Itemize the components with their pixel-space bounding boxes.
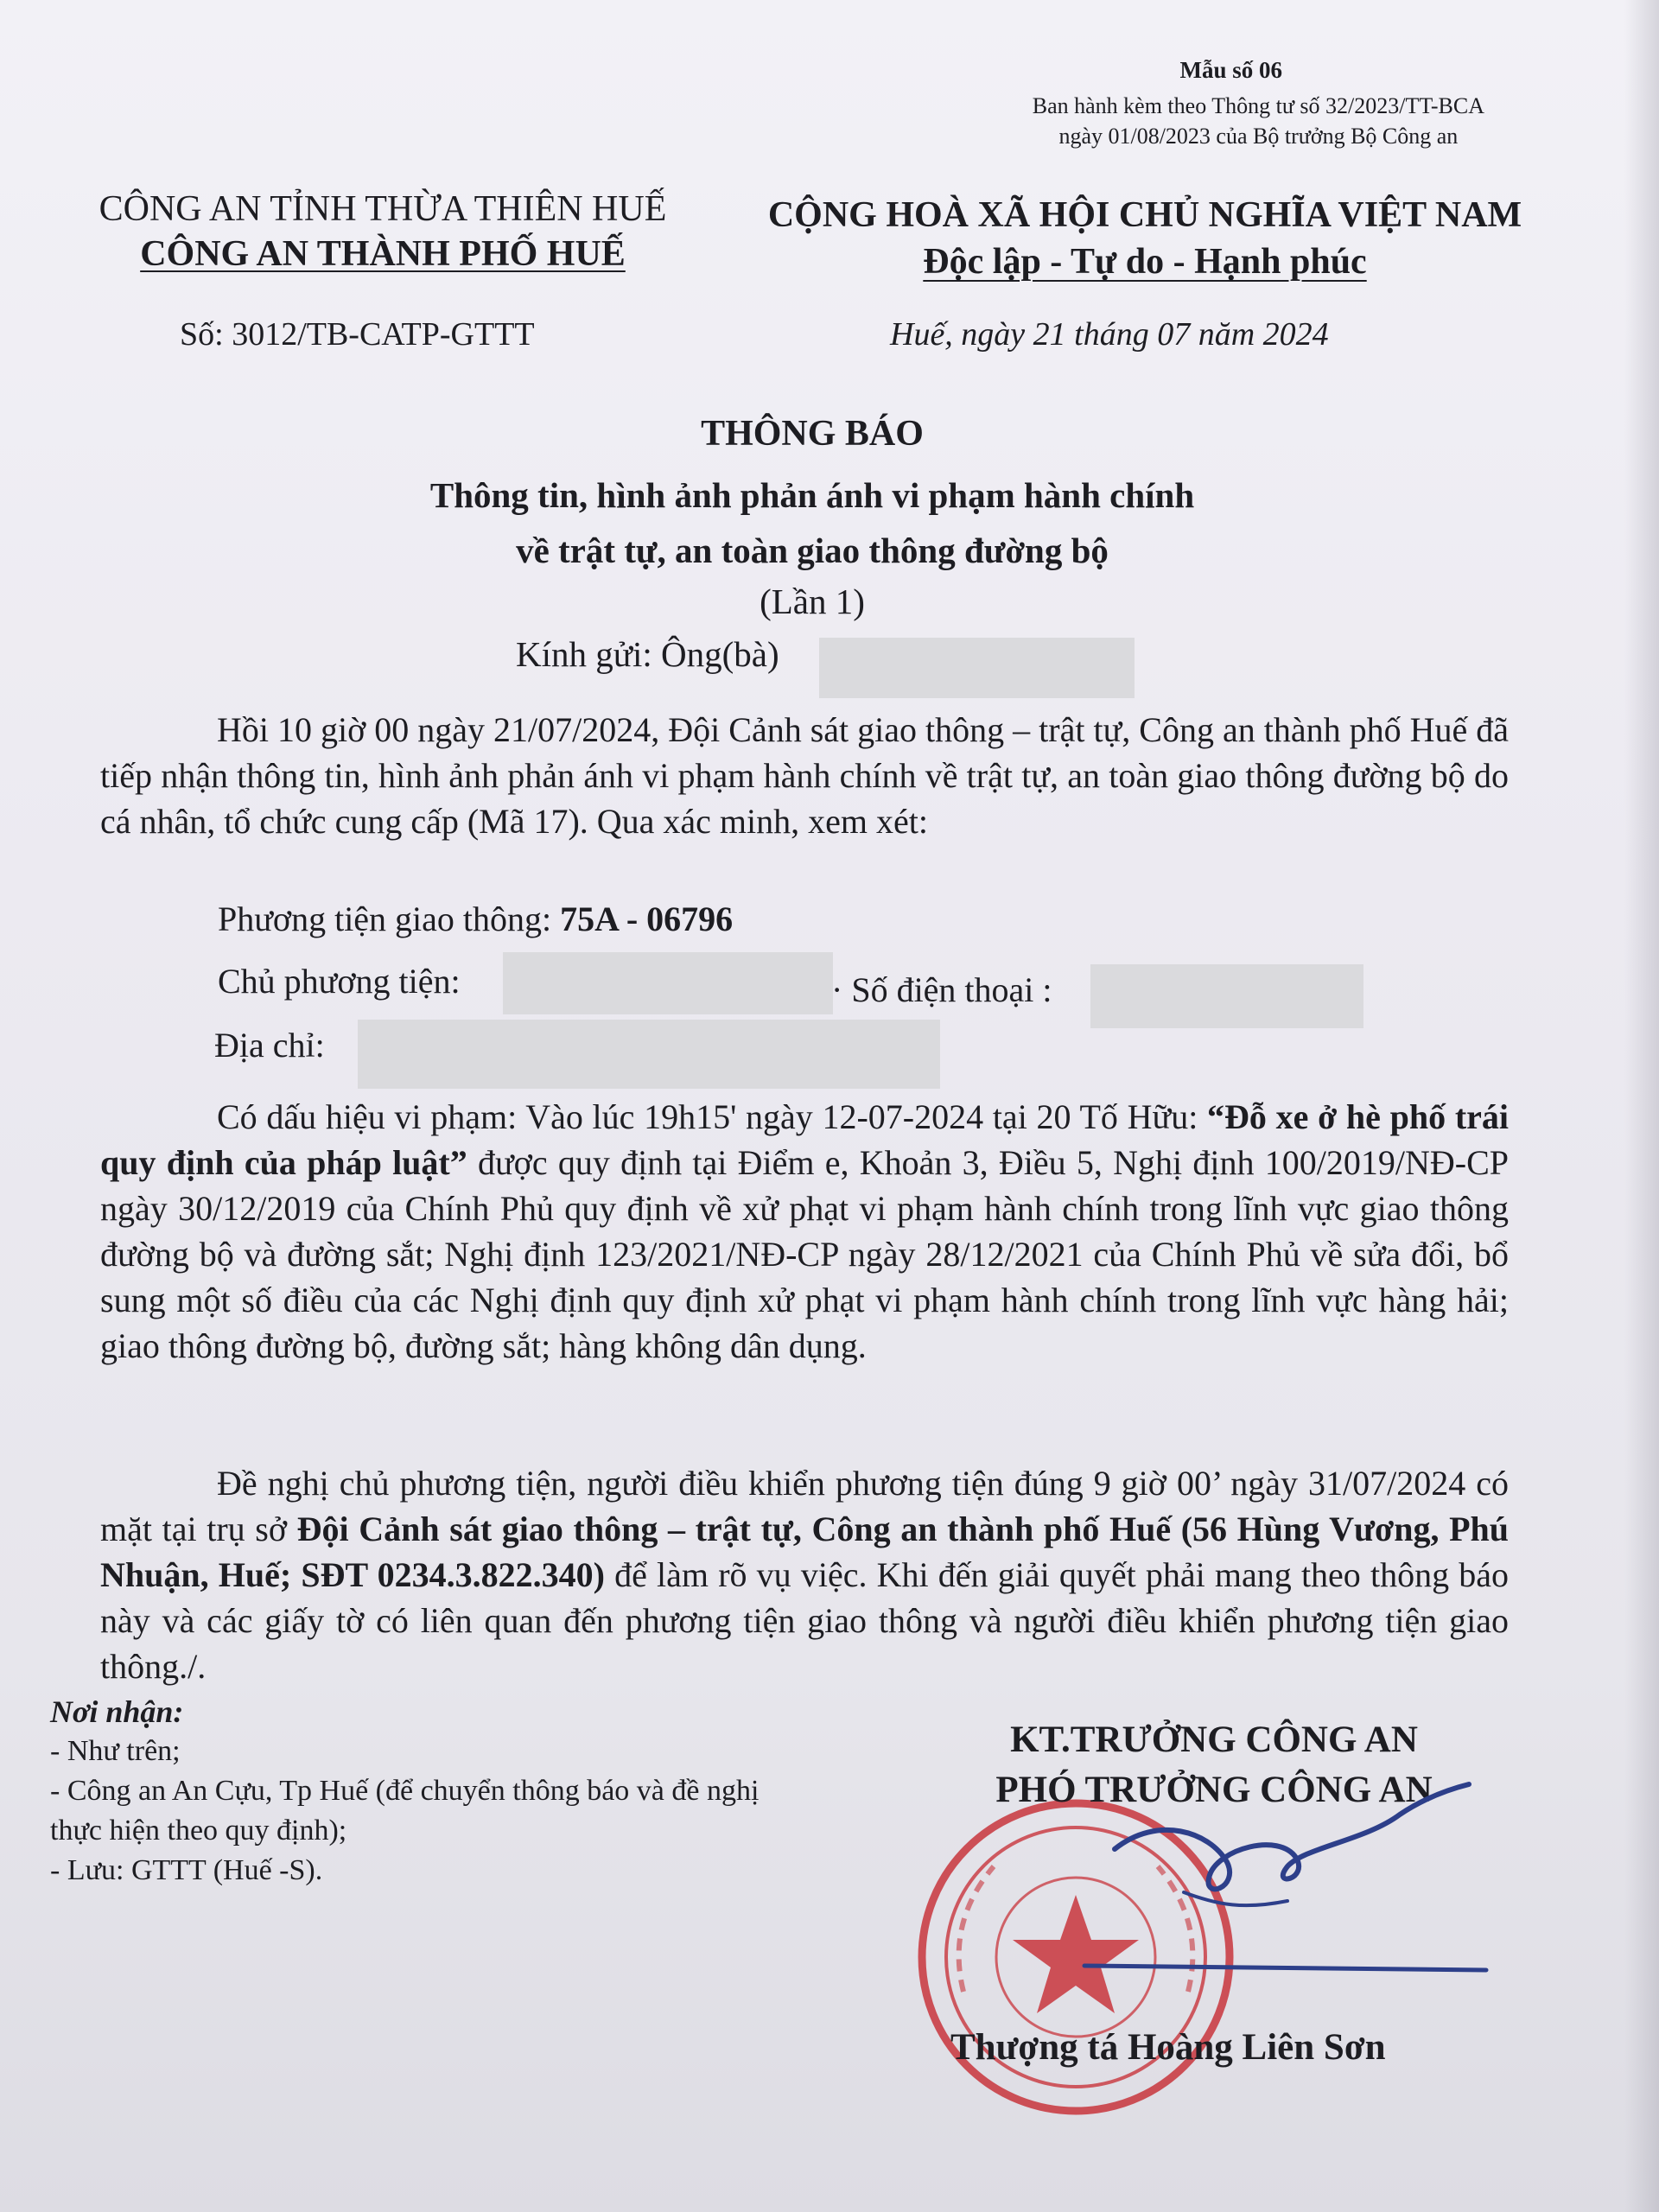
issuance-line-2: ngày 01/08/2023 của Bộ trưởng Bộ Công an: [1058, 124, 1459, 149]
org-parent: CÔNG AN TỈNH THỪA THIÊN HUẾ: [99, 189, 667, 229]
violation-intro: Có dấu hiệu vi phạm: Vào lúc 19h15' ngày 12-07-2024 tại 20 Tố Hữu:: [217, 1097, 1208, 1136]
form-number: Mẫu số 06: [1179, 57, 1282, 83]
vehicle-plate: 75A - 06796: [560, 899, 734, 938]
recipient-item: - Lưu: GTTT (Huế -S).: [50, 1854, 323, 1886]
document-subtitle: [0, 467, 1624, 578]
violation-legal-basis: được quy định tại Điểm e, Khoản 3, Điều 5, Nghị định 100/2019/NĐ-CP ngày 30/12/2019 của Chính Phủ quy định về xử phạt vi phạm hành chính trong lĩnh vực giao thông đường bộ và đường sắt; Nghị định 123/2021/NĐ-CP ngày 28/12/2021 của Chính Phủ về sửa đổi, bổ sung một số điều của các Nghị định quy định xử phạt vi phạm hành chính trong lĩnh vực hàng hải; giao thông đường bộ, đường sắt; hàng không dân dụng.: [100, 1143, 1509, 1365]
redacted-recipient-name: [819, 638, 1135, 698]
nation-name: CỘNG HOÀ XÃ HỘI CHỦ NGHĨA VIỆT NAM: [767, 195, 1522, 235]
phone-label: · Số điện thoại :: [831, 970, 1052, 1009]
request-intro: Đề nghị chủ phương tiện, người điều khiển phương tiện đúng 9 giờ 00’ ngày 31/07/2024 có mặt tại trụ sở: [100, 1464, 1509, 1548]
vehicle-field: [218, 899, 733, 939]
violation-description: “Đỗ xe ở hè phố trái quy định của pháp luật”: [100, 1097, 1510, 1182]
issuance-note: [1033, 91, 1484, 151]
salutation: Kính gửi: Ông(bà): [516, 634, 779, 674]
recipient-item: - Như trên;: [50, 1735, 181, 1767]
signatory-title-line-2: PHÓ TRƯỞNG CÔNG AN: [995, 1770, 1433, 1810]
document-number: Số: 3012/TB-CATP-GTTT: [180, 316, 535, 353]
request-instructions: để làm rõ vụ việc. Khi đến giải quyết phải mang theo thông báo này và các giấy tờ có liên quan đến phương tiện giao thông và người điều khiển phương tiện giao thông./.: [100, 1555, 1510, 1686]
intro-paragraph: [100, 707, 1509, 844]
vehicle-label: Phương tiện giao thông:: [218, 899, 561, 938]
issuing-organization: [85, 187, 681, 276]
signer-name: Thượng tá Hoàng Liên Sơn: [950, 2027, 1386, 2068]
issuance-line-1: Ban hành kèm theo Thông tư số 32/2023/TT-BCA: [1032, 93, 1484, 118]
request-paragraph: [100, 1460, 1509, 1689]
owner-label: Chủ phương tiện:: [218, 962, 461, 1001]
signatory-title-line-1: KT.TRƯỞNG CÔNG AN: [1010, 1719, 1418, 1760]
subtitle-line-1: Thông tin, hình ảnh phản ánh vi phạm hành chính: [429, 475, 1195, 515]
redacted-owner-name: [503, 952, 833, 1014]
org-unit: CÔNG AN THÀNH PHỐ HUẾ: [140, 234, 626, 274]
handwritten-signature: [1080, 1780, 1495, 2005]
document-date: Huế, ngày 21 tháng 07 năm 2024: [890, 316, 1329, 353]
address-label: Địa chỉ:: [214, 1026, 325, 1065]
national-header: [734, 192, 1555, 285]
recipients-heading: Nơi nhận:: [50, 1694, 184, 1729]
intro-text: Hồi 10 giờ 00 ngày 21/07/2024, Đội Cảnh sát giao thông – trật tự, Công an thành phố Huế đã tiếp nhận thông tin, hình ảnh phản ánh vi phạm hành chính về trật tự, an toàn giao thông đường bộ do cá nhân, tổ chức cung cấp (Mã 17). Qua xác minh, xem xét:: [100, 710, 1509, 841]
subtitle-line-2: về trật tự, an toàn giao thông đường bộ: [516, 531, 1109, 570]
office-address: Đội Cảnh sát giao thông – trật tự, Công an thành phố Huế (56 Hùng Vương, Phú Nhuận, Huế; SĐT 0234.3.822.340): [100, 1510, 1509, 1594]
recipients-block: [50, 1692, 828, 1891]
violation-paragraph: [100, 1094, 1509, 1369]
document-title: THÔNG BÁO: [701, 414, 924, 454]
national-motto: Độc lập - Tự do - Hạnh phúc: [923, 242, 1367, 282]
recipient-item: - Công an An Cựu, Tp Huế (để chuyển thông báo và đề nghị thực hiện theo quy định);: [50, 1775, 760, 1847]
redacted-phone-number: [1090, 964, 1363, 1028]
redacted-address: [358, 1020, 940, 1089]
notice-round: (Lần 1): [760, 582, 865, 621]
